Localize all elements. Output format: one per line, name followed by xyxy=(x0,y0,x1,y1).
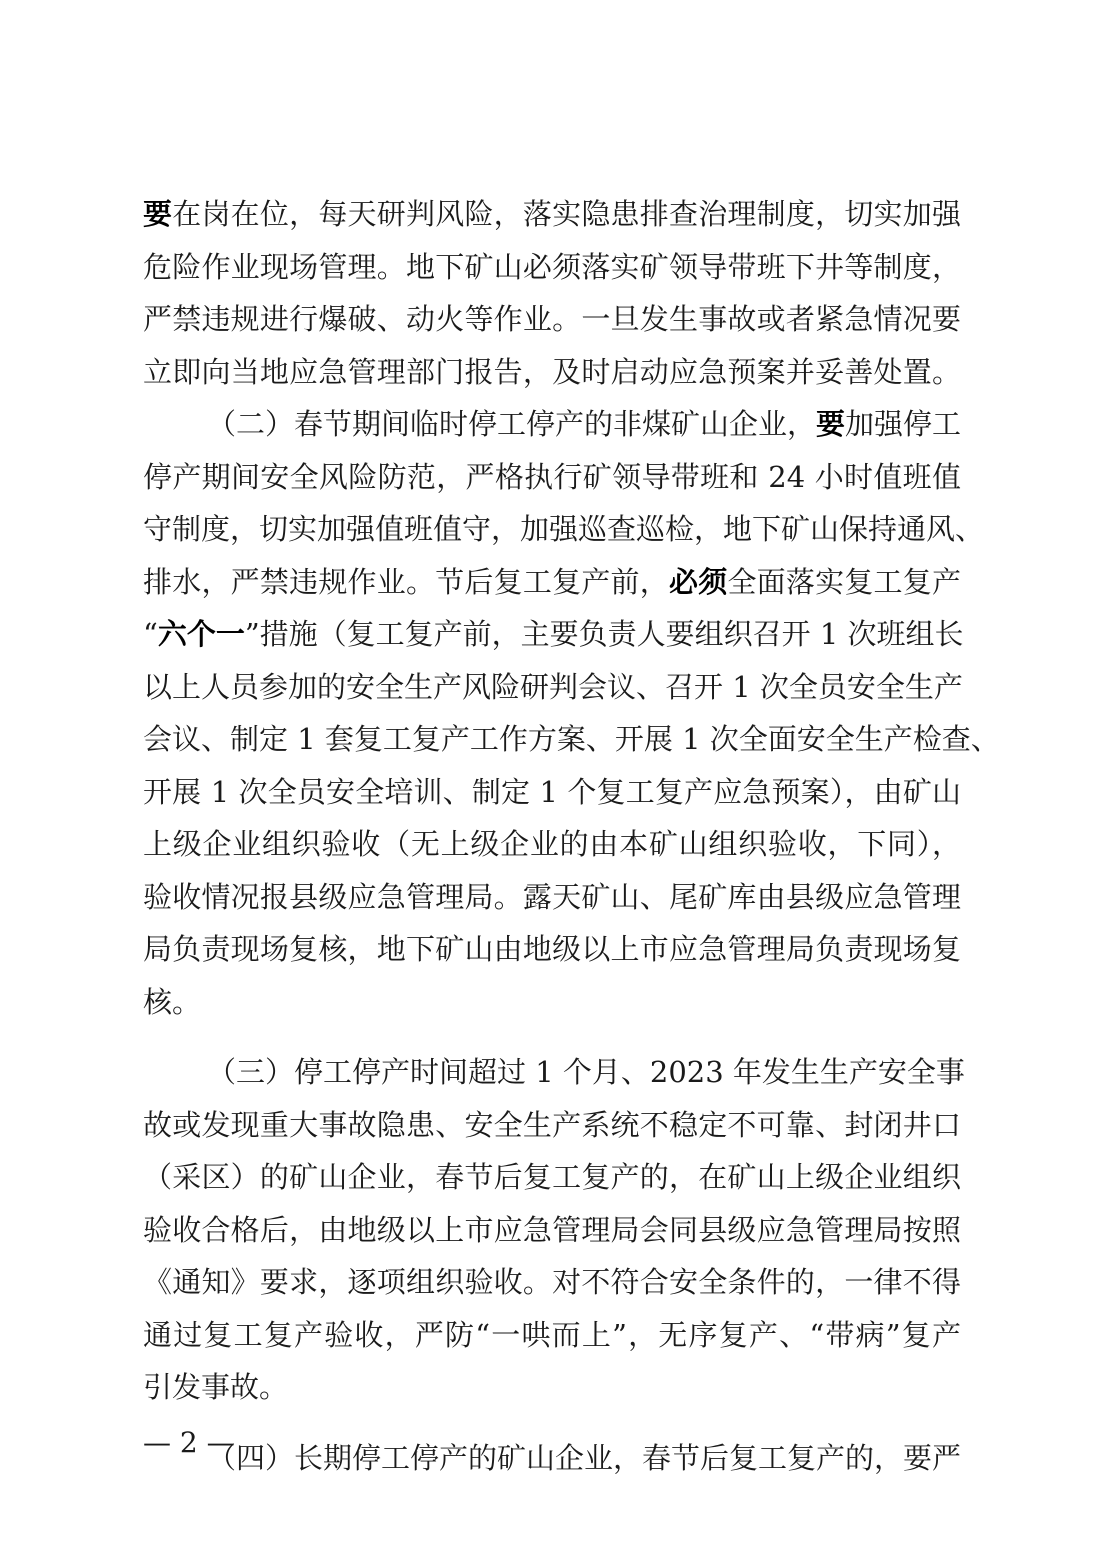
emphasis-text: 必须 xyxy=(668,564,728,599)
text-line: 上级企业组织验收（无上级企业的由本矿山组织验收，下同）， xyxy=(143,827,961,861)
text-line: “六个一”措施（复工复产前，主要负责人要组织召开 1 次班组长 xyxy=(143,617,964,651)
text-line: 核。 xyxy=(143,984,202,1019)
paragraph xyxy=(143,398,1000,1028)
paragraph xyxy=(143,1046,965,1414)
text-line: 以上人员参加的安全生产风险研判会议、召开 1 次全员安全生产 xyxy=(143,669,963,704)
emphasis-text: 六个一 xyxy=(157,617,245,651)
text-line: 排水，严禁违规作业。节后复工复产前，必须全面落实复工复产 xyxy=(143,564,961,599)
text-line: 局负责现场复核，地下矿山由地级以上市应急管理局负责现场复 xyxy=(143,932,961,966)
text-line: 严禁违规进行爆破、动火等作业。一旦发生事故或者紧急情况要 xyxy=(143,302,961,336)
text-line: 危险作业现场管理。地下矿山必须落实矿领导带班下井等制度， xyxy=(143,249,961,284)
text-line: 守制度，切实加强值班值守，加强巡查巡检，地下矿山保持通风、 xyxy=(143,512,985,546)
text-line: 通过复工复产验收，严防“一哄而上”，无序复产、“带病”复产 xyxy=(143,1317,961,1352)
text-line: 引发事故。 xyxy=(143,1370,289,1404)
text-line: （四）长期停工停产的矿山企业，春节后复工复产的，要严 xyxy=(207,1440,962,1475)
text-line: （三）停工停产时间超过 1 个月、2023 年发生生产安全事 xyxy=(207,1055,965,1089)
text-line: 验收合格后，由地级以上市应急管理局会同县级应急管理局按照 xyxy=(143,1212,961,1247)
emphasis-text: 要 xyxy=(816,407,846,441)
text-line: 会议、制定 1 套复工复产工作方案、开展 1 次全面安全生产检查、 xyxy=(143,722,1000,756)
paragraph xyxy=(143,188,961,398)
text-line: （二）春节期间临时停工停产的非煤矿山企业，要加强停工 xyxy=(207,407,962,441)
emphasis-text: 要 xyxy=(143,197,173,231)
paragraph xyxy=(143,1432,961,1485)
paragraph-gap xyxy=(143,1414,961,1432)
document-body xyxy=(143,188,1000,1484)
text-line: 《通知》要求，逐项组织验收。对不符合安全条件的，一律不得 xyxy=(143,1265,961,1299)
text-line: 故或发现重大事故隐患、安全生产系统不稳定不可靠、封闭井口 xyxy=(143,1107,961,1142)
page-number: — 2 — xyxy=(143,1426,235,1459)
paragraph-gap xyxy=(143,1028,961,1046)
text-line: 验收情况报县级应急管理局。露天矿山、尾矿库由县级应急管理 xyxy=(143,879,961,914)
text-line: 要在岗在位，每天研判风险，落实隐患排查治理制度，切实加强 xyxy=(143,197,961,231)
text-line: 开展 1 次全员安全培训、制定 1 个复工复产应急预案），由矿山 xyxy=(143,774,961,809)
text-line: （采区）的矿山企业，春节后复工复产的，在矿山上级企业组织 xyxy=(143,1160,961,1194)
text-line: 立即向当地应急管理部门报告，及时启动应急预案并妥善处置。 xyxy=(143,354,961,389)
text-line: 停产期间安全风险防范，严格执行矿领导带班和 24 小时值班值 xyxy=(143,459,961,494)
